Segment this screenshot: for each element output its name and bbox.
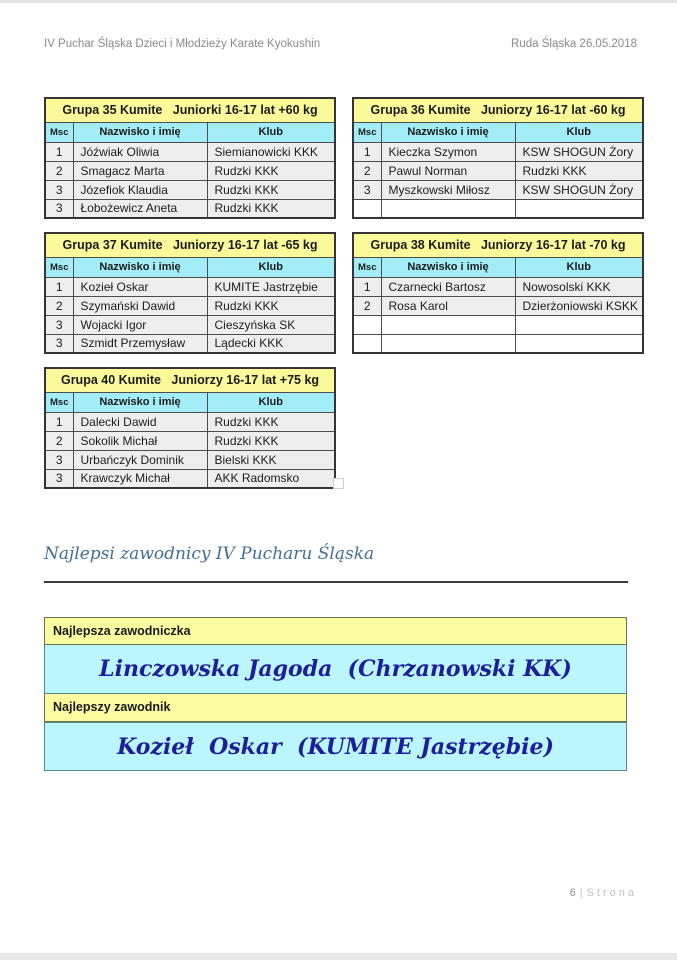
- column-header-msc: Msc: [353, 257, 381, 277]
- club-cell: KUMITE Jastrzębie: [207, 277, 335, 296]
- best-competitors-heading: Najlepsi zawodnicy IV Pucharu Śląska: [44, 544, 375, 564]
- table-title: Grupa 38 Kumite Juniorzy 16-17 lat -70 kg: [353, 233, 643, 257]
- club-cell: KSW SHOGUN Żory: [515, 142, 643, 161]
- table-title: Grupa 37 Kumite Juniorzy 16-17 lat -65 kg: [45, 233, 335, 257]
- table-grupa-35: [44, 97, 336, 219]
- club-cell: Siemianowicki KKK: [207, 142, 335, 161]
- name-cell: Smagacz Marta: [73, 161, 207, 180]
- best-male-value: Kozieł Oskar (KUMITE Jastrzębie): [44, 722, 627, 771]
- column-header-club: Klub: [207, 257, 335, 277]
- club-cell: Rudzki KKK: [207, 412, 335, 431]
- document-title: IV Puchar Śląska Dzieci i Młodzieży Karate Kyokushin: [44, 38, 321, 50]
- column-header-msc: Msc: [45, 257, 73, 277]
- column-header-club: Klub: [207, 392, 335, 412]
- column-header-club: Klub: [515, 122, 643, 142]
- club-cell: Rudzki KKK: [207, 199, 335, 218]
- document-date: Ruda Śląska 26.05.2018: [511, 38, 637, 50]
- column-header-name: Nazwisko i imię: [73, 257, 207, 277]
- results-table: [44, 232, 336, 354]
- table-grupa-36: [352, 97, 644, 219]
- club-cell: Dzierżoniowski KSKK: [515, 296, 643, 315]
- name-cell: Krawczyk Michał: [73, 469, 207, 488]
- results-table: [352, 232, 644, 354]
- results-table: [352, 97, 644, 219]
- club-cell: Rudzki KKK: [207, 180, 335, 199]
- name-cell: [381, 334, 515, 353]
- rank-cell: 1: [353, 142, 381, 161]
- rank-cell: [353, 315, 381, 334]
- column-header-name: Nazwisko i imię: [381, 257, 515, 277]
- rank-cell: 1: [45, 142, 73, 161]
- name-cell: Jóźwiak Oliwia: [73, 142, 207, 161]
- rank-cell: 2: [45, 161, 73, 180]
- table-title: Grupa 36 Kumite Juniorzy 16-17 lat -60 kg: [353, 98, 643, 122]
- page-number: 6: [569, 887, 576, 899]
- rank-cell: 3: [45, 199, 73, 218]
- name-cell: Szmidt Przemysław: [73, 334, 207, 353]
- name-cell: [381, 315, 515, 334]
- name-cell: Dalecki Dawid: [73, 412, 207, 431]
- table-row: [353, 199, 643, 218]
- table-row: [353, 180, 643, 199]
- club-cell: AKK Radomsko: [207, 469, 335, 488]
- page-top-edge: [0, 0, 677, 3]
- club-cell: Rudzki KKK: [207, 431, 335, 450]
- best-competitors-table: [44, 617, 627, 771]
- column-header-name: Nazwisko i imię: [381, 122, 515, 142]
- table-row: [45, 277, 335, 296]
- results-table: [44, 367, 336, 489]
- table-title: Grupa 35 Kumite Juniorki 16-17 lat +60 kg: [45, 98, 335, 122]
- column-header-club: Klub: [207, 122, 335, 142]
- document-header: [44, 38, 637, 50]
- rank-cell: [353, 334, 381, 353]
- name-cell: Łobożewicz Aneta: [73, 199, 207, 218]
- name-cell: Wojacki Igor: [73, 315, 207, 334]
- footer-separator: |: [579, 887, 583, 899]
- name-cell: Myszkowski Miłosz: [381, 180, 515, 199]
- club-cell: [515, 334, 643, 353]
- name-cell: Pawul Norman: [381, 161, 515, 180]
- rank-cell: 2: [353, 161, 381, 180]
- table-row: [45, 334, 335, 353]
- table-row: [353, 277, 643, 296]
- club-cell: [515, 199, 643, 218]
- name-cell: [381, 199, 515, 218]
- best-male-label: Najlepszy zawodnik: [44, 694, 627, 722]
- column-header-name: Nazwisko i imię: [73, 392, 207, 412]
- name-cell: Kozieł Oskar: [73, 277, 207, 296]
- rank-cell: 3: [45, 334, 73, 353]
- column-header-msc: Msc: [45, 392, 73, 412]
- table-row: [45, 412, 335, 431]
- club-cell: [515, 315, 643, 334]
- table-row: [45, 180, 335, 199]
- footer-label: Strona: [586, 887, 637, 899]
- club-cell: Bielski KKK: [207, 450, 335, 469]
- rank-cell: 2: [45, 296, 73, 315]
- column-header-name: Nazwisko i imię: [73, 122, 207, 142]
- table-row: [45, 199, 335, 218]
- column-header-club: Klub: [515, 257, 643, 277]
- club-cell: Cieszyńska SK: [207, 315, 335, 334]
- best-female-value: Linczowska Jagoda (Chrzanowski KK): [44, 645, 627, 694]
- table-grupa-38: [352, 232, 644, 354]
- name-cell: Szymański Dawid: [73, 296, 207, 315]
- table-row: [45, 142, 335, 161]
- club-cell: Rudzki KKK: [207, 296, 335, 315]
- rank-cell: 2: [45, 431, 73, 450]
- name-cell: Rosa Karol: [381, 296, 515, 315]
- column-header-msc: Msc: [353, 122, 381, 142]
- rank-cell: 1: [353, 277, 381, 296]
- column-header-msc: Msc: [45, 122, 73, 142]
- best-female-label: Najlepsza zawodniczka: [44, 617, 627, 645]
- rank-cell: 2: [353, 296, 381, 315]
- rank-cell: 1: [45, 277, 73, 296]
- name-cell: Urbańczyk Dominik: [73, 450, 207, 469]
- club-cell: KSW SHOGUN Żory: [515, 180, 643, 199]
- results-table: [44, 97, 336, 219]
- table-row: [45, 315, 335, 334]
- table-row: [353, 315, 643, 334]
- table-row: [45, 469, 335, 488]
- table-row: [45, 161, 335, 180]
- table-row: [45, 450, 335, 469]
- club-cell: Nowosolski KKK: [515, 277, 643, 296]
- name-cell: Sokolik Michał: [73, 431, 207, 450]
- rank-cell: 1: [45, 412, 73, 431]
- object-anchor-handle: [333, 478, 344, 489]
- name-cell: Czarnecki Bartosz: [381, 277, 515, 296]
- table-title: Grupa 40 Kumite Juniorzy 16-17 lat +75 kg: [45, 368, 335, 392]
- horizontal-divider: [44, 581, 628, 583]
- table-row: [353, 161, 643, 180]
- table-row: [45, 296, 335, 315]
- table-row: [353, 296, 643, 315]
- name-cell: Józefiok Klaudia: [73, 180, 207, 199]
- rank-cell: [353, 199, 381, 218]
- table-row: [353, 142, 643, 161]
- name-cell: Kieczka Szymon: [381, 142, 515, 161]
- table-row: [353, 334, 643, 353]
- club-cell: Rudzki KKK: [207, 161, 335, 180]
- club-cell: Lądecki KKK: [207, 334, 335, 353]
- club-cell: Rudzki KKK: [515, 161, 643, 180]
- page-footer: [570, 887, 637, 899]
- table-row: [45, 431, 335, 450]
- page-bottom-edge: [0, 953, 677, 960]
- table-grupa-40: [44, 367, 336, 489]
- rank-cell: 3: [45, 315, 73, 334]
- table-grupa-37: [44, 232, 336, 354]
- rank-cell: 3: [45, 469, 73, 488]
- rank-cell: 3: [45, 450, 73, 469]
- rank-cell: 3: [353, 180, 381, 199]
- rank-cell: 3: [45, 180, 73, 199]
